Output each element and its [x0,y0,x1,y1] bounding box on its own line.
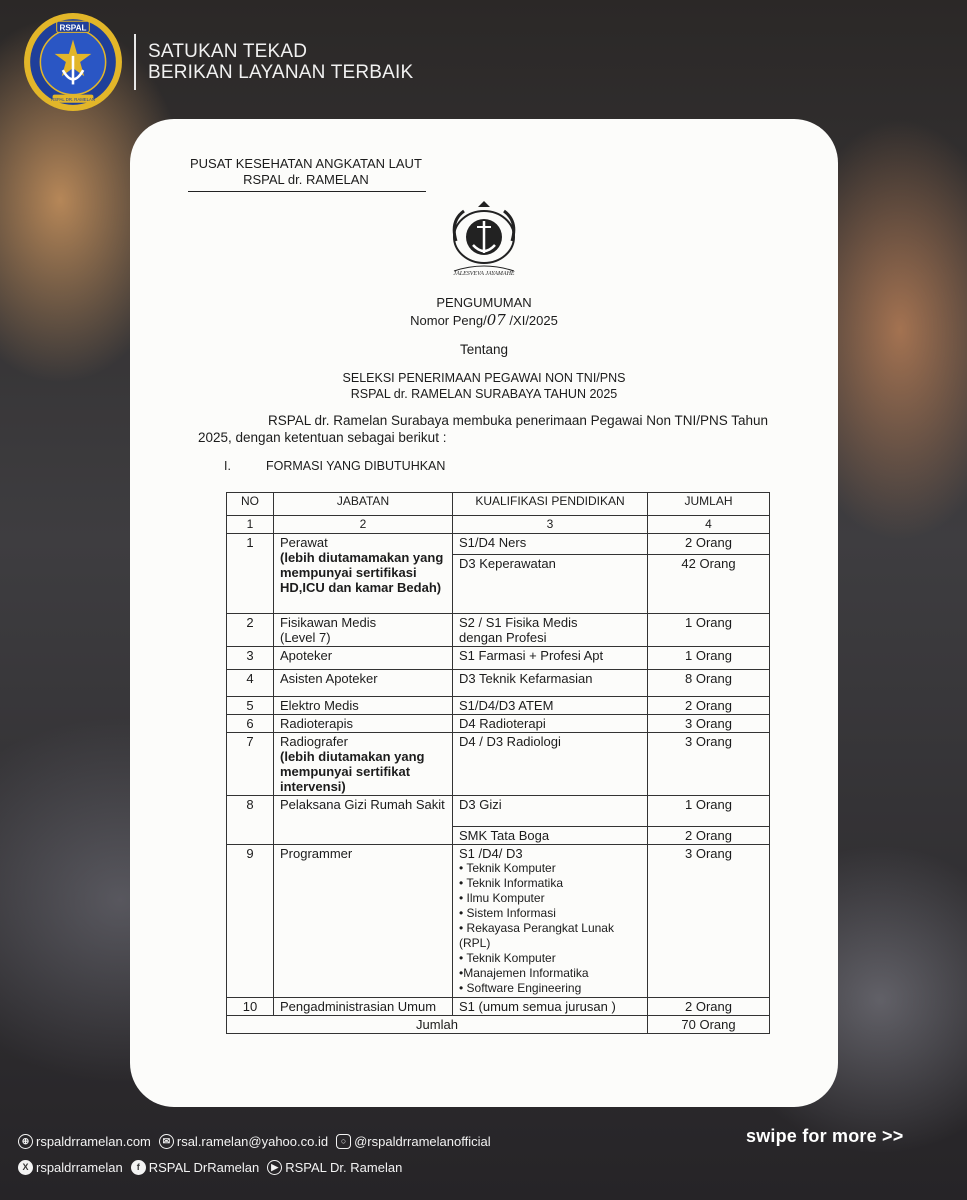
intro-paragraph: RSPAL dr. Ramelan Surabaya membuka penerimaan Pegawai Non TNI/PNS Tahun 2025, dengan ketentuan sebagai berikut : [198,413,769,445]
instagram-icon: ○ [336,1134,351,1149]
kualifikasi-bullet: • Software Engineering [459,981,582,995]
table-row [227,534,770,555]
jabatan-title: Radiografer [280,734,348,749]
cell-no: 7 [227,733,274,796]
cell-jabatan [274,614,453,647]
cell-no: 4 [227,670,274,697]
jabatan-level: (Level 7) [280,630,331,645]
table-row [227,796,770,827]
cell-jumlah: 2 Orang [648,827,770,845]
cell-no: 2 [227,614,274,647]
cell-no: 5 [227,697,274,715]
kualifikasi-bullet: • Rekayasa Perangkat Lunak (RPL) [459,921,614,950]
nomor-handwritten: 07 [486,311,506,329]
cell-jumlah: 3 Orang [648,715,770,733]
website-text: rspaldrramelan.com [36,1133,151,1149]
colnum: 1 [227,516,274,534]
cell-jumlah: 3 Orang [648,733,770,796]
rspal-logo-icon [22,11,124,113]
cell-jabatan [274,534,453,614]
doc-title: PENGUMUMAN [436,295,532,310]
tagline [148,41,413,83]
announcement-document [130,119,838,1107]
kualifikasi-bullet: •Manajemen Informatika [459,966,589,980]
table-row [227,715,770,733]
total-value: 70 Orang [648,1016,770,1034]
header-no: NO [227,493,274,516]
table-row [227,697,770,715]
kualifikasi-bullet: • Ilmu Komputer [459,891,545,905]
table-row [227,670,770,697]
swipe-hint: swipe for more >> [746,1126,904,1146]
subject-line2: RSPAL dr. RAMELAN SURABAYA TAHUN 2025 [350,387,618,401]
cell-jumlah: 1 Orang [648,614,770,647]
doc-number [130,311,838,329]
emblem-motto: JALESVEVA JAYAMAHE [453,271,515,277]
colnum: 4 [648,516,770,534]
tagline-line2: BERIKAN LAYANAN TERBAIK [148,62,414,83]
kualifikasi-bullet: • Teknik Informatika [459,876,564,890]
nomor-suffix: /XI/2025 [505,313,558,328]
table-row [227,845,770,998]
cell-jumlah: 2 Orang [648,998,770,1016]
subject-line1: SELEKSI PENERIMAAN PEGAWAI NON TNI/PNS [342,371,626,385]
table-total-row [227,1016,770,1034]
email-icon: ✉ [159,1134,174,1149]
table-header-row [227,493,770,516]
nomor-prefix: Nomor Peng/ [410,313,487,328]
cell-jumlah: 3 Orang [648,845,770,998]
header [22,12,413,112]
announcement-card [130,119,838,1107]
cell-kualifikasi [453,845,648,998]
colnum: 3 [453,516,648,534]
formasi-table [226,492,770,1034]
kualifikasi-bullet: • Teknik Komputer [459,951,556,965]
footer-youtube[interactable] [267,1160,402,1175]
cell-no: 6 [227,715,274,733]
youtube-text: RSPAL Dr. Ramelan [285,1159,403,1175]
cell-jabatan: Elektro Medis [274,697,453,715]
cell-kualifikasi: D4 Radioterapi [453,715,648,733]
footer-x[interactable] [18,1160,123,1175]
tagline-line1: SATUKAN TEKAD [148,41,308,62]
jabatan-title: Perawat [280,535,328,550]
jabatan-note: (lebih diutamamakan yang mempunyai sertifikasi HD,ICU dan kamar Bedah) [280,550,444,595]
cell-kualifikasi: D4 / D3 Radiologi [453,733,648,796]
cell-kualifikasi: S1 Farmasi + Profesi Apt [453,647,648,670]
cell-jabatan: Radioterapis [274,715,453,733]
header-kualifikasi: KUALIFIKASI PENDIDIKAN [453,493,648,516]
column-number-row [227,516,770,534]
footer-website[interactable] [18,1134,151,1149]
cell-kualifikasi [453,614,648,647]
facebook-text: RSPAL DrRamelan [148,1159,260,1175]
org-line2: RSPAL dr. RAMELAN [243,172,369,187]
footer-instagram[interactable] [336,1134,491,1149]
social-footer [18,1128,499,1180]
cell-jumlah: 8 Orang [648,670,770,697]
x-text: rspaldrramelan [36,1159,123,1175]
cell-no: 8 [227,796,274,845]
youtube-icon: ▶ [267,1160,282,1175]
colnum: 2 [274,516,453,534]
cell-jabatan: Pelaksana Gizi Rumah Sakit [274,796,453,845]
cell-no: 9 [227,845,274,998]
table-row [227,733,770,796]
cell-kualifikasi: D3 Teknik Kefarmasian [453,670,648,697]
table-row [227,647,770,670]
footer-facebook[interactable] [131,1160,260,1175]
section-number: I. [224,459,231,473]
org-heading [190,156,422,188]
email-text: rsal.ramelan@yahoo.co.id [176,1133,329,1149]
facebook-icon: f [131,1160,146,1175]
kualifikasi-bullet: • Sistem Informasi [459,906,556,920]
cell-jumlah: 1 Orang [648,647,770,670]
header-jumlah: JUMLAH [648,493,770,516]
section-title: FORMASI YANG DIBUTUHKAN [266,459,446,473]
cell-kualifikasi: D3 Keperawatan [453,555,648,614]
org-line1: PUSAT KESEHATAN ANGKATAN LAUT [190,156,422,171]
kualifikasi-line: S2 / S1 Fisika Medis [459,615,578,630]
table-row [227,614,770,647]
logo-text: RSPAL [59,23,87,33]
footer-row-1 [18,1128,499,1154]
cell-jabatan: Asisten Apoteker [274,670,453,697]
cell-jumlah: 2 Orang [648,534,770,555]
jabatan-note: (lebih diutamakan yang mempunyai sertifikat intervensi) [280,749,425,794]
header-divider [134,34,136,90]
logo-motto: RSPAL DR. RAMELAN [51,96,95,102]
cell-jabatan: Pengadministrasian Umum [274,998,453,1016]
footer-row-2 [18,1154,499,1180]
cell-jabatan [274,733,453,796]
cell-jabatan: Apoteker [274,647,453,670]
cell-kualifikasi: S1/D4/D3 ATEM [453,697,648,715]
footer-email[interactable] [159,1134,328,1149]
section-heading [224,459,445,473]
cell-jumlah: 42 Orang [648,555,770,614]
kualifikasi-line: S1 /D4/ D3 [459,846,523,861]
instagram-text: @rspaldrramelanofficial [354,1133,491,1149]
navy-emblem-icon [440,201,528,281]
kualifikasi-bullet: • Teknik Komputer [459,861,556,875]
cell-no: 1 [227,534,274,614]
header-jabatan: JABATAN [274,493,453,516]
doc-tentang: Tentang [459,342,509,357]
globe-icon: ⊕ [18,1134,33,1149]
cell-no: 3 [227,647,274,670]
cell-kualifikasi: SMK Tata Boga [453,827,648,845]
cell-jumlah: 2 Orang [648,697,770,715]
cell-jumlah: 1 Orang [648,796,770,827]
cell-kualifikasi: S1 (umum semua jurusan ) [453,998,648,1016]
cell-kualifikasi: S1/D4 Ners [453,534,648,555]
cell-kualifikasi: D3 Gizi [453,796,648,827]
jabatan-title: Fisikawan Medis [280,615,377,630]
cell-jabatan: Programmer [274,845,453,998]
table-row [227,998,770,1016]
total-label: Jumlah [227,1016,648,1034]
org-underline [188,191,426,192]
kualifikasi-line: dengan Profesi [459,630,547,645]
cell-no: 10 [227,998,274,1016]
x-icon: X [18,1160,33,1175]
